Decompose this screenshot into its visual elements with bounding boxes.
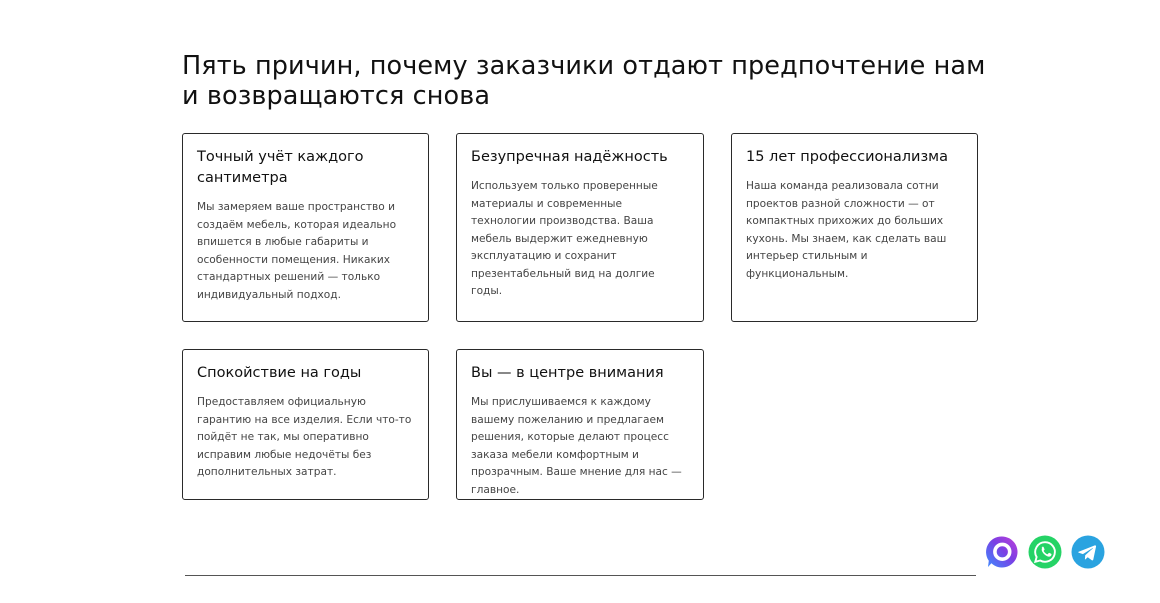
telegram-icon [1071, 535, 1105, 569]
footer-divider [185, 575, 976, 576]
reason-card-title: Вы — в центре внимания [471, 365, 664, 381]
reason-card-title: Точный учёт каждого сантиметра [197, 149, 364, 186]
reason-card [182, 133, 429, 322]
telegram-button[interactable] [1071, 535, 1105, 569]
reason-card-text: Предоставляем официальную гарантию на все изделия. Если что-то пойдёт не так, мы оперативно исправим любые недочёты без дополнительных затрат. [197, 396, 412, 478]
reason-card-title: 15 лет профессионализма [746, 149, 949, 165]
reason-card-title: Безупречная надёжность [471, 149, 668, 165]
reason-card-text: Используем только проверенные материалы и современные технологии производства. Ваша мебель выдержит ежедневную эксплуатацию и сохранит презентабельный вид на долгие годы. [471, 180, 658, 297]
max-messenger-icon [985, 535, 1019, 569]
max-messenger-button[interactable] [985, 535, 1019, 569]
reason-card [456, 349, 704, 500]
messenger-buttons [985, 535, 1107, 569]
reason-card-text: Мы прислушиваемся к каждому вашему пожеланию и предлагаем решения, которые делают процесс заказа мебели комфортным и прозрачным. Ваше мнение для нас — главное. [471, 396, 682, 496]
reason-card-text: Наша команда реализовала сотни проектов разной сложности — от компактных прихожих до больших кухонь. Мы знаем, как сделать ваш интерьер стильным и функциональным. [746, 180, 947, 280]
whatsapp-button[interactable] [1028, 535, 1062, 569]
reason-card [456, 133, 704, 322]
reason-card [182, 349, 429, 500]
reason-card-title: Спокойствие на годы [197, 365, 362, 381]
reason-card [731, 133, 978, 322]
whatsapp-icon [1028, 535, 1062, 569]
reason-card-text: Мы замеряем ваше пространство и создаём мебель, которая идеально впишется в любые габариты и особенности помещения. Никаких стандартных решений — только индивидуальный подход. [197, 201, 397, 301]
section-title: Пять причин, почему заказчики отдают предпочтение нам и возвращаются снова [182, 51, 986, 111]
